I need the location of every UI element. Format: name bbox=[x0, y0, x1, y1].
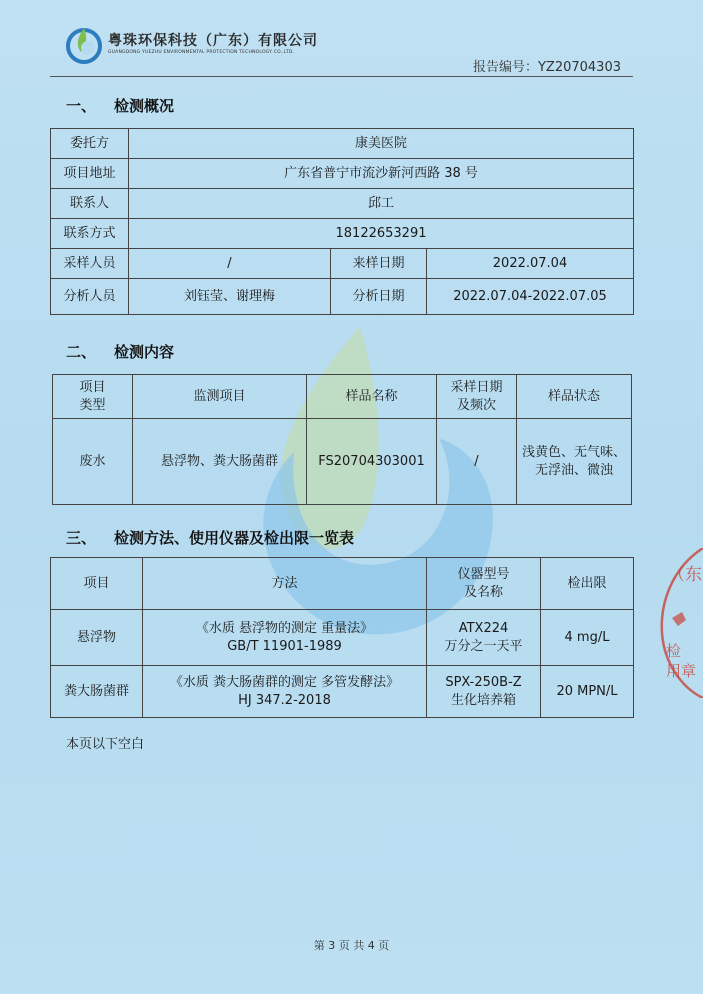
cell-state-line2: 无浮油、微浊 bbox=[534, 462, 613, 478]
contact-label: 联系人 bbox=[51, 189, 129, 219]
header-state: 样品状态 bbox=[517, 375, 632, 419]
arrive-date-label: 来样日期 bbox=[331, 249, 427, 279]
cell-method-line1: 《水质 悬浮物的测定 重量法》 bbox=[195, 620, 374, 636]
company-logo-icon bbox=[64, 24, 104, 64]
cell-method-line1: 《水质 粪大肠菌群的测定 多管发酵法》 bbox=[169, 674, 400, 690]
cell-instrument-line1: ATX224 bbox=[458, 620, 509, 636]
header-date-line2: 及频次 bbox=[456, 397, 496, 413]
cell-type: 废水 bbox=[53, 419, 133, 505]
sampler-value: / bbox=[129, 249, 331, 279]
cell-instrument-line1: SPX-250B-Z bbox=[445, 674, 522, 690]
cell-limit: 20 MPN/L bbox=[541, 666, 634, 718]
company-name-cn: 粤珠环保科技（广东）有限公司 bbox=[108, 33, 318, 49]
client-label: 委托方 bbox=[51, 129, 129, 159]
cell-instrument bbox=[427, 666, 541, 718]
table-row bbox=[51, 159, 634, 189]
address-value: 广东省普宁市流沙新河西路 38 号 bbox=[129, 159, 634, 189]
sampler-label: 采样人员 bbox=[51, 249, 129, 279]
arrive-date-value: 2022.07.04 bbox=[427, 249, 634, 279]
section-1-heading: 检测概况 bbox=[114, 97, 175, 115]
table-row bbox=[51, 249, 634, 279]
cell-sample: FS20704303001 bbox=[307, 419, 437, 505]
section-1-title bbox=[66, 95, 174, 116]
header-instrument-line2: 及名称 bbox=[463, 584, 503, 600]
client-value: 康美医院 bbox=[129, 129, 634, 159]
page-number: 第 3 页 共 4 页 bbox=[313, 939, 390, 952]
table-row bbox=[53, 419, 632, 505]
cell-date: / bbox=[437, 419, 517, 505]
table-row bbox=[51, 610, 634, 666]
phone-value: 18122653291 bbox=[129, 219, 634, 249]
header-method: 方法 bbox=[143, 558, 427, 610]
header-instrument-line1: 仪器型号 bbox=[457, 566, 510, 582]
content-table bbox=[52, 374, 632, 505]
header-item: 项目 bbox=[51, 558, 143, 610]
analyst-label: 分析人员 bbox=[51, 279, 129, 315]
cell-method-line2: HJ 347.2-2018 bbox=[238, 692, 331, 708]
cell-state bbox=[517, 419, 632, 505]
report-number: 报告编号：YZ20704303 bbox=[472, 60, 621, 75]
address-label: 项目地址 bbox=[51, 159, 129, 189]
section-2-number: 二、 bbox=[66, 343, 97, 361]
cell-state-line1: 浅黄色、无气味、 bbox=[521, 444, 626, 460]
cell-instrument-line2: 生化培养箱 bbox=[450, 692, 516, 708]
analysis-date-value: 2022.07.04-2022.07.05 bbox=[427, 279, 634, 315]
section-3-heading: 检测方法、使用仪器及检出限一览表 bbox=[114, 529, 355, 547]
table-header-row bbox=[51, 558, 634, 610]
header-items: 监测项目 bbox=[133, 375, 307, 419]
contact-value: 邱工 bbox=[129, 189, 634, 219]
header-date bbox=[437, 375, 517, 419]
table-row bbox=[51, 129, 634, 159]
header-limit: 检出限 bbox=[541, 558, 634, 610]
section-3-title bbox=[66, 527, 354, 548]
header-date-line1: 采样日期 bbox=[450, 379, 503, 395]
cell-method bbox=[143, 610, 427, 666]
header-divider bbox=[50, 76, 633, 77]
cell-instrument-line2: 万分之一天平 bbox=[444, 638, 523, 654]
table-row bbox=[51, 189, 634, 219]
section-2-title bbox=[66, 341, 174, 362]
table-row bbox=[51, 219, 634, 249]
method-table bbox=[50, 557, 634, 718]
header-type-line2: 类型 bbox=[79, 397, 106, 413]
header-sample: 样品名称 bbox=[307, 375, 437, 419]
phone-label: 联系方式 bbox=[51, 219, 129, 249]
cell-item: 悬浮物 bbox=[51, 610, 143, 666]
header-instrument bbox=[427, 558, 541, 610]
table-row bbox=[51, 666, 634, 718]
stamp-text-1: （东 bbox=[668, 565, 702, 585]
cell-item: 粪大肠菌群 bbox=[51, 666, 143, 718]
header-type bbox=[53, 375, 133, 419]
stamp-text-3: 用章 bbox=[666, 662, 697, 680]
cell-instrument bbox=[427, 610, 541, 666]
cell-method-line2: GB/T 11901-1989 bbox=[227, 638, 342, 654]
analysis-date-label: 分析日期 bbox=[331, 279, 427, 315]
company-name-en: GUANGDONG YUEZHU ENVIRONMENTAL PROTECTION TECHNOLOGY CO.,LTD. bbox=[108, 50, 295, 55]
analyst-value: 刘钰莹、谢理梅 bbox=[129, 279, 331, 315]
header-type-line1: 项目 bbox=[79, 379, 106, 395]
overview-table bbox=[50, 128, 634, 315]
section-3-number: 三、 bbox=[66, 529, 97, 547]
seal-stamp-icon bbox=[654, 548, 703, 698]
cell-method bbox=[143, 666, 427, 718]
table-header-row bbox=[53, 375, 632, 419]
section-1-number: 一、 bbox=[66, 97, 97, 115]
blank-note: 本页以下空白 bbox=[66, 737, 145, 752]
stamp-text-2: 检 bbox=[666, 642, 682, 660]
table-row bbox=[51, 279, 634, 315]
section-2-heading: 检测内容 bbox=[114, 343, 175, 361]
cell-limit: 4 mg/L bbox=[541, 610, 634, 666]
cell-items: 悬浮物、粪大肠菌群 bbox=[133, 419, 307, 505]
